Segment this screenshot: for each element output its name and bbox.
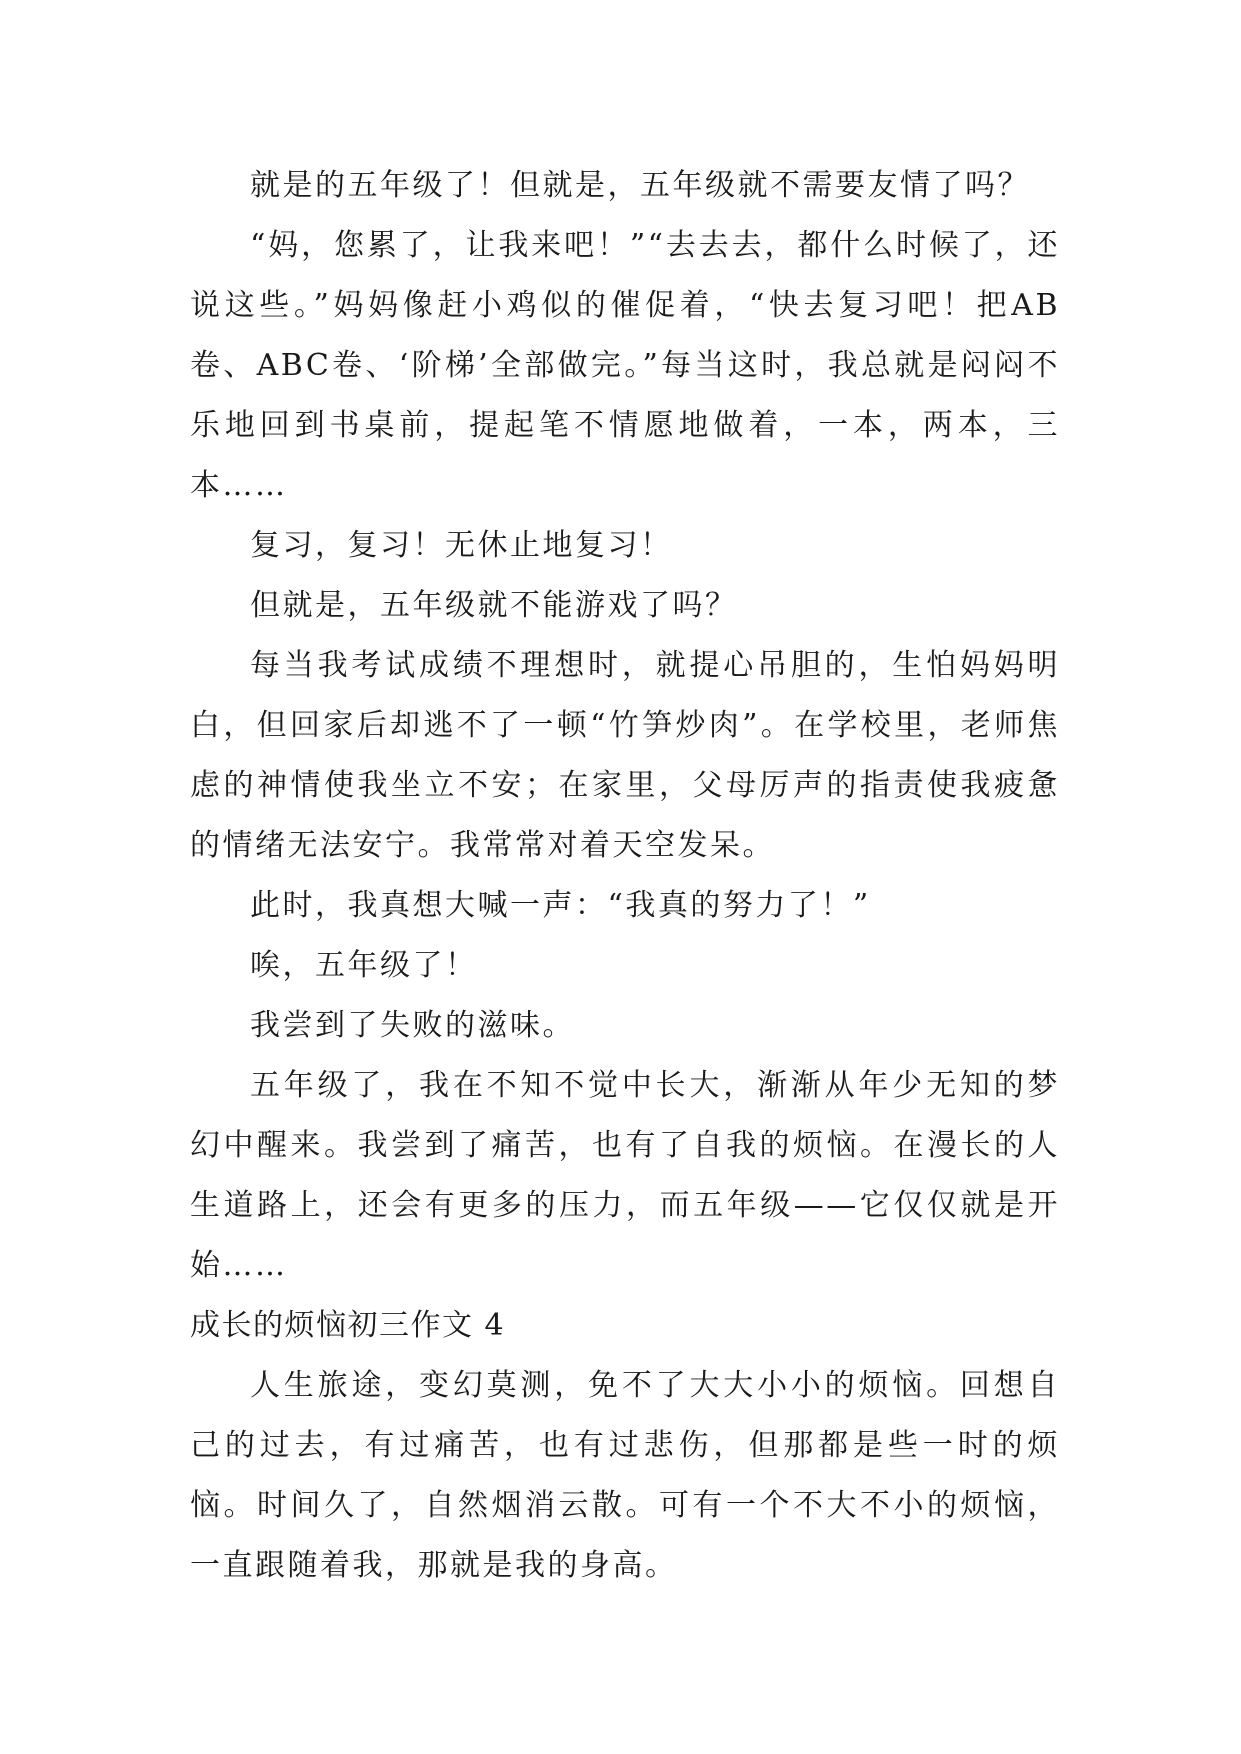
paragraph-10: 人生旅途，变幻莫测，免不了大大小小的烦恼。回想自己的过去，有过痛苦，也有过悲伤，但那都是些一时的烦恼。时间久了，自然烟消云散。可有一个不大不小的烦恼，一直跟随着我，那就是我的身高。 [190, 1368, 1060, 1583]
document-body [190, 156, 1060, 1596]
paragraph-7: 唉，五年级了！ [250, 948, 478, 983]
paragraph-2: “妈，您累了，让我来吧！”“去去去，都什么时候了，还说这些。”妈妈像赶小鸡似的催促着，“快去复习吧！把AB卷、ABC卷、‘阶梯’全部做完。”每当这时，我总就是闷闷不乐地回到书桌前，提起笔不情愿地做着，一本，两本，三本…… [190, 228, 1060, 503]
paragraph-6: 此时，我真想大喊一声：“我真的努力了！” [250, 888, 871, 923]
paragraph-8: 我尝到了失败的滋味。 [250, 1008, 575, 1043]
paragraph-3: 复习，复习！无休止地复习！ [250, 528, 673, 563]
paragraph-1: 就是的五年级了！但就是，五年级就不需要友情了吗？ [250, 168, 1030, 203]
section-title: 成长的烦恼初三作文 4 [190, 1308, 506, 1343]
paragraph-5: 每当我考试成绩不理想时，就提心吊胆的，生怕妈妈明白，但回家后却逃不了一顿“竹笋炒肉”。在学校里，老师焦虑的神情使我坐立不安；在家里，父母厉声的指责使我疲惫的情绪无法安宁。我常常对着天空发呆。 [190, 648, 1060, 863]
paragraph-9: 五年级了，我在不知不觉中长大，渐渐从年少无知的梦幻中醒来。我尝到了痛苦，也有了自我的烦恼。在漫长的人生道路上，还会有更多的压力，而五年级——它仅仅就是开始…… [190, 1068, 1060, 1283]
paragraph-4: 但就是，五年级就不能游戏了吗？ [250, 588, 738, 623]
